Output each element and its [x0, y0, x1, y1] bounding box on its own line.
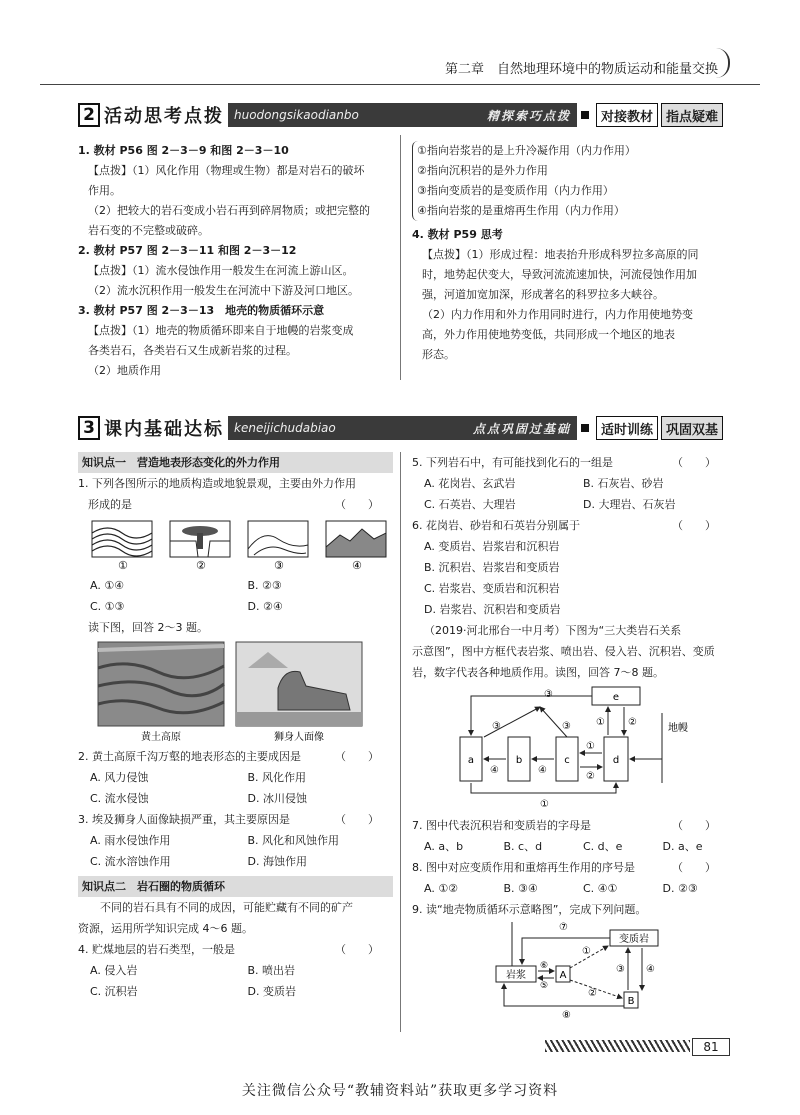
header-divider	[40, 84, 760, 85]
option-d[interactable]: D. 冰川侵蚀	[247, 792, 307, 805]
diagram-arrow	[471, 783, 616, 793]
footer-note: 关注微信公众号“教辅资料站”获取更多学习资料	[241, 1083, 559, 1099]
answer-paren: （ ）	[672, 819, 716, 832]
question-text: 2. 黄土高原千沟万壑的地表形态的主要成因是	[78, 750, 301, 763]
text-line: 【点拨】（1）地壳的物质循环即来自于地幔的岩浆变成	[88, 324, 354, 337]
option-c[interactable]: C. ④①	[583, 882, 618, 895]
crust-cycle-diagram-wrap	[412, 920, 730, 1020]
option-b[interactable]: B. c、d	[503, 840, 543, 853]
process-number: ③	[544, 689, 553, 700]
option-b[interactable]: B. 风化和风蚀作用	[247, 834, 340, 847]
question-text: 9. 读“地壳物质循环示意略图”，完成下列问题。	[412, 903, 647, 916]
sphinx-photo	[236, 642, 362, 726]
process-number: ④	[538, 765, 547, 776]
option-c[interactable]: C. 石英岩、大理岩	[424, 498, 516, 511]
text-line: 强，河道加宽加深，形成著名的科罗拉多大峡谷。	[422, 288, 664, 301]
option-b[interactable]: B. ②③	[247, 579, 282, 592]
process-number: ④	[646, 964, 655, 975]
text-line: ③指向变质岩的是变质作用（内力作用）	[417, 184, 614, 197]
answer-paren: （ ）	[335, 498, 379, 511]
diagram-box-e	[592, 687, 640, 705]
photo-caption: 黄土高原	[141, 732, 181, 743]
photo-caption: 狮身人面像	[274, 732, 324, 743]
box-a	[556, 966, 570, 982]
landform-sketch-1	[92, 521, 152, 557]
figure-label: ④	[352, 559, 362, 571]
diagram-box-c	[556, 737, 578, 781]
process-number: ③	[492, 721, 501, 732]
brace-list	[412, 141, 727, 221]
process-number: ②	[588, 988, 597, 999]
text-line: （2）把较大的岩石变成小岩石再到碎屑物质；或把完整的	[88, 204, 370, 217]
option-d[interactable]: D. 大理岩、石灰岩	[583, 498, 676, 511]
option-b[interactable]: B. 沉积岩、岩浆岩和变质岩	[424, 561, 560, 574]
intro-text: 示意图”，图中方框代表岩浆、喷出岩、侵入岩、沉积岩、变质	[412, 645, 715, 658]
crust-cycle-diagram	[412, 920, 730, 1020]
process-number: ②	[628, 717, 637, 728]
answer-paren: （ ）	[672, 519, 716, 532]
text-line: ④指向岩浆的是重熔再生作用（内力作用）	[417, 204, 625, 217]
option-d[interactable]: D. a、e	[662, 840, 703, 853]
text-line: 2. 教材 P57 图 2－3－11 和图 2－3－12	[78, 244, 297, 257]
text-line: 各类岩石，各类岩石又生成新岩浆的过程。	[88, 344, 297, 357]
option-c[interactable]: C. 沉积岩	[90, 985, 138, 998]
option-b[interactable]: B. 风化作用	[247, 771, 307, 784]
option-a[interactable]: A. a、b	[424, 840, 464, 853]
text-line: 3. 教材 P57 图 2－3－13 地壳的物质循环示意	[78, 304, 325, 317]
option-b[interactable]: B. 石灰岩、砂岩	[583, 477, 664, 490]
text-line: （2）流水沉积作用一般发生在河流中下游及河口地区。	[88, 284, 359, 297]
text-line: 作用。	[88, 184, 121, 197]
option-c[interactable]: C. 岩浆岩、变质岩和沉积岩	[424, 582, 560, 595]
banner-number: 3	[78, 416, 100, 440]
process-number: ③	[616, 964, 625, 975]
process-number: ⑦	[559, 922, 568, 933]
option-c[interactable]: C. d、e	[583, 840, 623, 853]
option-d[interactable]: D. 变质岩	[247, 985, 296, 998]
box-label: 岩浆	[506, 970, 526, 981]
landform-sketch-2	[170, 521, 230, 557]
option-c[interactable]: C. 流水侵蚀	[90, 792, 149, 805]
text-line: 【点拨】（1）形成过程：地表抬升形成科罗拉多高原的同	[422, 248, 699, 261]
diagram-box-a	[460, 737, 482, 781]
text-line: 4. 教材 P59 思考	[412, 228, 503, 241]
figure-label: ②	[196, 559, 206, 571]
page-number: 81	[692, 1038, 730, 1056]
intro-text: （2019·河北邢台一中月考）下图为“三大类岩石关系	[424, 624, 682, 637]
option-c[interactable]: C. ①③	[90, 600, 125, 613]
option-d[interactable]: D. ②④	[247, 600, 283, 613]
answer-paren: （ ）	[335, 813, 379, 826]
process-number: ⑥	[540, 961, 549, 971]
banner-slogan: 精探索巧点拨	[486, 108, 571, 123]
photos	[78, 638, 393, 746]
option-d[interactable]: D. ②③	[662, 882, 698, 895]
option-c[interactable]: C. 流水溶蚀作用	[90, 855, 171, 868]
banner-pinyin-strip	[228, 416, 577, 440]
question-text: 4. 贮煤地层的岩石类型，一般是	[78, 943, 235, 956]
landform-sketch-4	[326, 521, 386, 557]
banner-pinyin: keneijichudabiao	[234, 421, 336, 435]
option-b[interactable]: B. 喷出岩	[247, 964, 296, 977]
option-a[interactable]: A. 风力侵蚀	[90, 771, 149, 784]
banner-pinyin: huodongsikaodianbo	[234, 108, 359, 122]
question-text: 6. 花岗岩、砂岩和石英岩分别属于	[412, 519, 580, 532]
section-banner-basics	[78, 416, 723, 440]
option-a[interactable]: A. 侵入岩	[90, 964, 138, 977]
text-line: 1. 教材 P56 图 2－3－9 和图 2－3－10	[78, 144, 289, 157]
rock-relation-diagram	[412, 683, 730, 815]
exercise-left-column	[78, 452, 393, 1002]
diagram-arrow	[522, 938, 610, 964]
read-prompt: 读下图，回答 2～3 题。	[88, 621, 208, 634]
diagram-box-b	[508, 737, 530, 781]
option-a[interactable]: A. 雨水侵蚀作用	[90, 834, 171, 847]
banner-tag: 巩固双基	[661, 416, 723, 440]
banner-tag: 对接教材	[596, 103, 658, 127]
option-a[interactable]: A. 变质岩、岩浆岩和沉积岩	[424, 540, 560, 553]
text-line: 岩石变的不完整或破碎。	[88, 224, 209, 237]
square-icon	[581, 424, 589, 432]
box-label: b	[515, 755, 523, 766]
text-line: 形态。	[422, 348, 455, 361]
process-number: ⑧	[562, 1010, 571, 1020]
landform-figures	[78, 519, 393, 571]
process-number: ⑤	[540, 981, 549, 991]
process-number: ①	[586, 741, 595, 752]
process-number: ①	[582, 946, 591, 957]
question-text: 5. 下列岩石中，有可能找到化石的一组是	[412, 456, 613, 469]
option-a[interactable]: A. 花岗岩、玄武岩	[424, 477, 516, 490]
figure-label: ③	[274, 559, 284, 571]
intro-text: 资源，运用所学知识完成 4～6 题。	[78, 922, 253, 935]
banner-tag: 适时训练	[596, 416, 658, 440]
box-label: 变质岩	[619, 934, 649, 945]
banner-number: 2	[78, 103, 100, 127]
process-number: ①	[596, 717, 605, 728]
activity-right-column	[412, 141, 727, 365]
box-b	[624, 992, 638, 1008]
box-label: c	[564, 755, 570, 766]
knowledge-point-heading: 知识点一 营造地表形态变化的外力作用	[78, 452, 393, 473]
answer-paren: （ ）	[335, 943, 379, 956]
text-line: 【点拨】（1）流水侵蚀作用一般发生在河流上游山区。	[88, 264, 354, 277]
magma-box	[496, 966, 536, 982]
text-line: （2）内力作用和外力作用同时进行，内力作用使地势变	[422, 308, 693, 321]
box-label: A	[559, 970, 567, 981]
rock-relation-diagram-wrap	[412, 683, 730, 815]
exercise-right-column	[412, 452, 730, 1020]
figure-label: ①	[118, 559, 128, 571]
question-text: 形成的是	[88, 498, 132, 511]
answer-paren: （ ）	[672, 456, 716, 469]
photo-row	[78, 638, 393, 746]
text-line: 【点拨】（1）风化作用（物理或生物）都是对岩石的破坏	[88, 164, 365, 177]
diagram-arrow	[471, 696, 592, 735]
answer-paren: （ ）	[672, 861, 716, 874]
knowledge-point-heading: 知识点二 岩石圈的物质循环	[78, 876, 393, 897]
process-number: ④	[490, 765, 499, 776]
diagram-arrow	[504, 984, 624, 1006]
square-icon	[581, 111, 589, 119]
option-b[interactable]: B. ③④	[503, 882, 538, 895]
process-number: ①	[540, 799, 549, 810]
landform-sketches	[78, 519, 388, 571]
question-text: 1. 下列各图所示的地质构造或地貌景观，主要由外力作用	[78, 477, 356, 490]
question-text: 3. 埃及狮身人面像缺损严重，其主要原因是	[78, 813, 290, 826]
process-number: ②	[586, 771, 595, 782]
column-divider	[400, 135, 401, 380]
chapter-title: 第二章 自然地理环境中的物质运动和能量交换	[444, 62, 718, 77]
text-line: ①指向岩浆岩的是上升冷凝作用（内力作用）	[417, 144, 636, 157]
box-label: B	[627, 996, 635, 1007]
question-text: 7. 图中代表沉积岩和变质岩的字母是	[412, 819, 591, 832]
option-d[interactable]: D. 海蚀作用	[247, 855, 307, 868]
banner-title: 课内基础达标	[100, 416, 228, 440]
option-a[interactable]: A. ①②	[424, 882, 459, 895]
box-label: d	[612, 755, 620, 766]
intro-text: 不同的岩石具有不同的成因，可能贮藏有不同的矿产	[100, 901, 353, 914]
footer-stripe	[545, 1040, 690, 1052]
box-label: e	[612, 692, 620, 703]
section-banner-activity	[78, 103, 723, 127]
text-line: ②指向沉积岩的是外力作用	[417, 164, 548, 177]
banner-slogan: 点点巩固过基础	[472, 421, 571, 436]
loess-plateau-photo	[98, 642, 224, 726]
activity-left-column	[78, 141, 393, 381]
text-line: （2）地质作用	[88, 364, 161, 377]
mantle-label: 地幔	[668, 723, 688, 734]
header-bracket	[714, 48, 730, 78]
landform-sketch-3	[248, 521, 308, 557]
option-a[interactable]: A. ①④	[90, 579, 125, 592]
text-line: 高，外力作用使地势变低，共同形成一个地区的地表	[422, 328, 675, 341]
banner-title: 活动思考点拨	[100, 103, 228, 127]
option-d[interactable]: D. 岩浆岩、沉积岩和变质岩	[424, 603, 561, 616]
diagram-box-d	[604, 737, 628, 781]
text-line: 时，地势起伏变大，导致河流流速加快，河流侵蚀作用加	[422, 268, 697, 281]
column-divider	[400, 452, 401, 1032]
process-number: ③	[562, 721, 571, 732]
question-text: 8. 图中对应变质作用和重熔再生作用的序号是	[412, 861, 635, 874]
banner-tag: 指点疑难	[661, 103, 723, 127]
intro-text: 岩，数字代表各种地质作用。读图，回答 7～8 题。	[412, 666, 664, 679]
box-label: a	[467, 755, 475, 766]
answer-paren: （ ）	[335, 750, 379, 763]
metamorphic-box	[610, 930, 658, 946]
banner-pinyin-strip	[228, 103, 577, 127]
